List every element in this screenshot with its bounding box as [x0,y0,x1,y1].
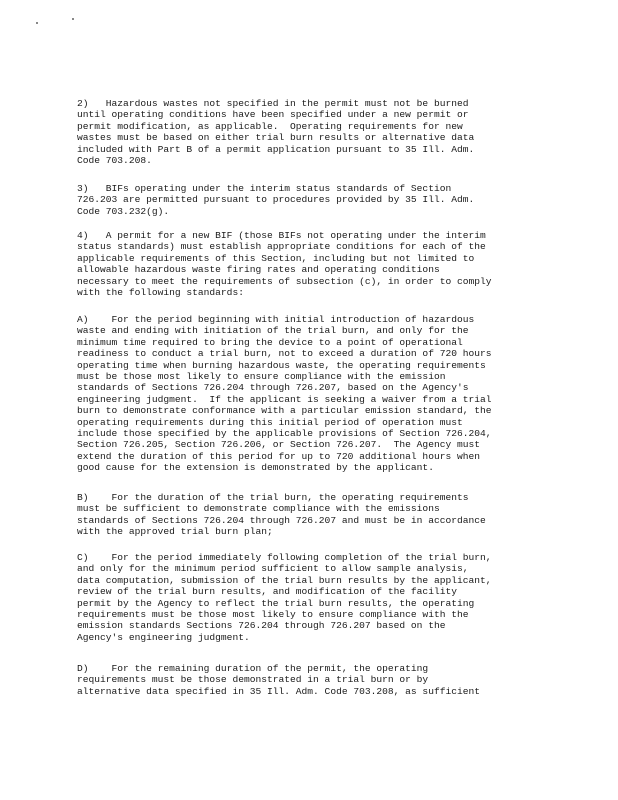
text-line: readiness to conduct a trial burn, not to exceed a duration of 720 hours [77,348,492,360]
text-line: with the approved trial burn plan; [77,526,273,538]
paragraph-2 [77,98,474,166]
text-line: included with Part B of a permit application pursuant to 35 Ill. Adm. [77,143,475,155]
text-line: Code 703.208. [77,155,152,167]
text-line: good cause for the extension is demonstrated by the applicant. [77,462,434,474]
scan-speck [36,22,38,24]
text-line: allowable hazardous waste firing rates and operating conditions [77,264,440,276]
paragraph-d [77,663,480,697]
text-line: until operating conditions have been specified under a new permit or [77,109,469,121]
text-line: must be those most likely to ensure compliance with the emission [77,371,446,383]
text-line: D) For the remaining duration of the permit, the operating [77,663,429,674]
text-line: C) For the period immediately following completion of the trial burn, [77,552,492,563]
text-line: permit modification, as applicable. Operating requirements for new [77,120,463,132]
text-line: Code 703.232(g). [77,205,170,217]
paragraph-4 [77,230,492,298]
text-line: operating requirements during this initial period of operation must [77,416,463,428]
paragraph-a [77,314,492,474]
text-line: A) For the period beginning with initial introduction of hazardous [77,314,475,325]
text-line: burn to demonstrate conformance with a particular emission standard, the [77,405,492,417]
text-line: must be sufficient to demonstrate compliance with the emissions [77,503,440,515]
text-line: engineering judgment. If the applicant is seeking a waiver from a trial [77,393,492,405]
text-line: permit by the Agency to reflect the trial burn results, the operating [77,597,475,609]
text-line: 3) BIFs operating under the interim status standards of Section [77,183,452,194]
text-line: Section 726.205, Section 726.206, or Section 726.207. The Agency must [77,439,481,451]
text-line: minimum time required to bring the device to a point of operational [77,336,463,348]
text-line: waste and ending with initiation of the trial burn, and only for the [77,325,469,337]
paragraph-c [77,552,492,643]
text-line: alternative data specified in 35 Ill. Adm. Code 703.208, as sufficient [77,685,481,697]
text-line: B) For the duration of the trial burn, the operating requirements [77,492,469,503]
text-line: 2) Hazardous wastes not specified in the permit must not be burned [77,98,469,109]
text-line: status standards) must establish appropriate conditions for each of the [77,241,486,253]
text-line: applicable requirements of this Section, including but not limited to [77,252,475,264]
text-line: 4) A permit for a new BIF (those BIFs not operating under the interim [77,230,486,241]
text-line: standards of Sections 726.204 through 726.207 and must be in accordance [77,514,486,526]
text-line: include those specified by the applicable provisions of Section 726.204, [77,428,492,440]
text-line: with the following standards: [77,287,244,299]
text-line: and only for the minimum period sufficient to allow sample analysis, [77,563,469,575]
text-line: requirements must be those demonstrated in a trial burn or by [77,674,429,686]
text-line: review of the trial burn results, and modification of the facility [77,586,457,598]
text-line: requirements must be those most likely to ensure compliance with the [77,609,469,621]
text-line: wastes must be based on either trial burn results or alternative data [77,132,475,144]
paragraph-b [77,492,486,538]
text-line: standards of Sections 726.204 through 726.207, based on the Agency's [77,382,469,394]
text-line: extend the duration of this period for up to 720 additional hours when [77,450,481,462]
text-line: operating time when burning hazardous waste, the operating requirements [77,359,486,371]
text-line: emission standards Sections 726.204 through 726.207 based on the [77,620,446,632]
text-line: data computation, submission of the trial burn results by the applicant, [77,574,492,586]
paragraph-3 [77,183,474,217]
scan-speck [72,18,74,20]
text-line: necessary to meet the requirements of subsection (c), in order to comply [77,275,492,287]
text-line: Agency's engineering judgment. [77,631,250,643]
text-line: 726.203 are permitted pursuant to procedures provided by 35 Ill. Adm. [77,194,475,206]
